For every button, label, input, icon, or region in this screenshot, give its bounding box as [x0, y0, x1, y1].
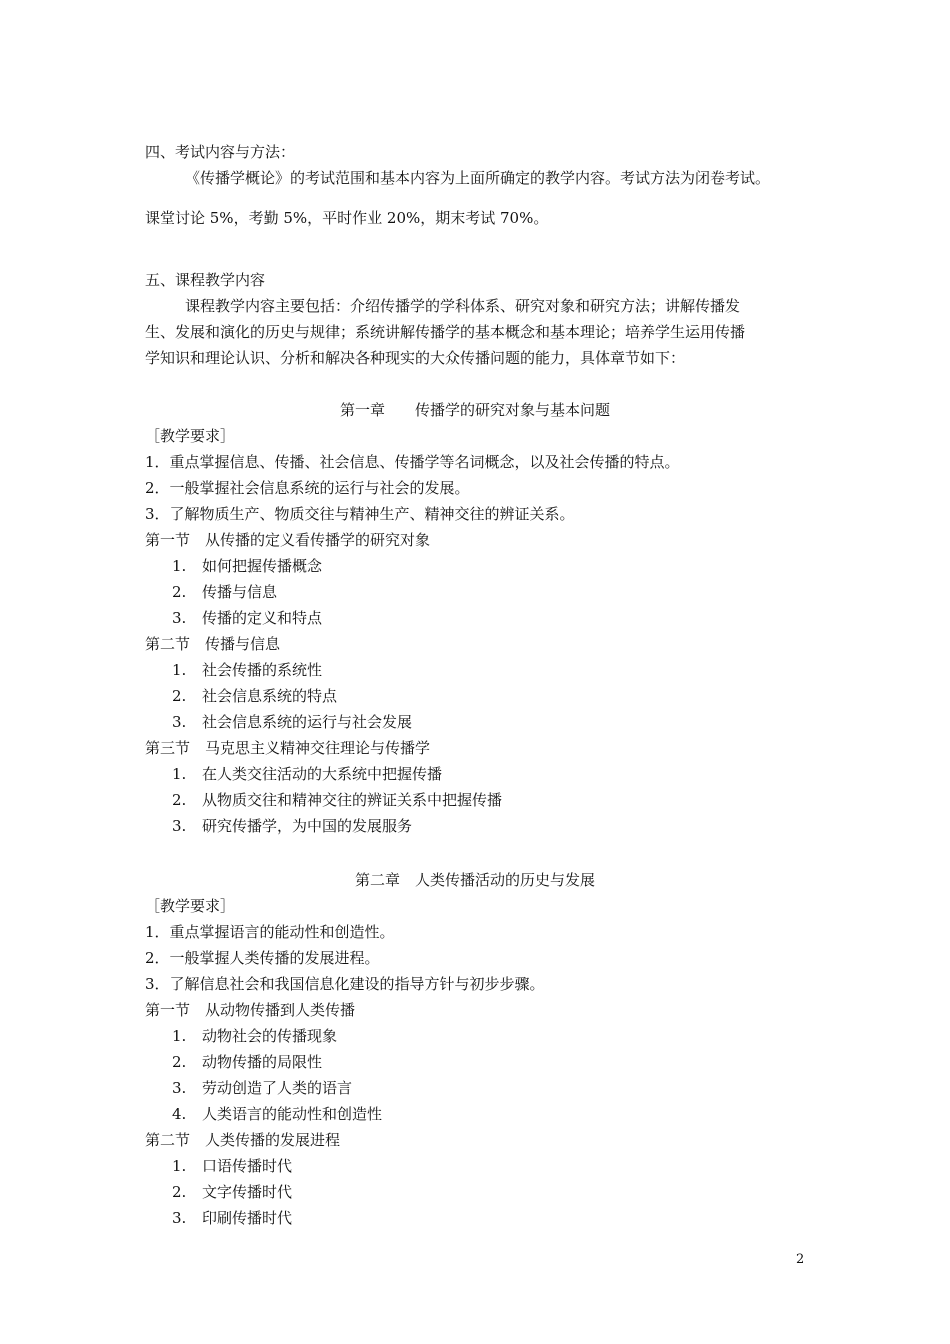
chapter1-section-title: 第三节 马克思主义精神交往理论与传播学 — [145, 739, 431, 757]
list-item: 社会信息系统的特点 — [202, 687, 338, 705]
list-number: 3. — [172, 609, 187, 627]
list-number: 3. — [172, 817, 187, 835]
list-number: 2. — [172, 791, 187, 809]
list-number: 1. — [172, 557, 187, 575]
chapter2-req: 2．一般掌握人类传播的发展进程。 — [145, 949, 380, 967]
list-item: 口语传播时代 — [202, 1157, 293, 1175]
list-item: 人类语言的能动性和创造性 — [202, 1105, 383, 1123]
chapter1-req: 3．了解物质生产、物质交往与精神生产、精神交往的辨证关系。 — [145, 505, 575, 523]
list-number: 2. — [172, 583, 187, 601]
list-item: 社会信息系统的运行与社会发展 — [202, 713, 413, 731]
list-item: 从物质交往和精神交往的辨证关系中把握传播 — [202, 791, 503, 809]
section5-heading: 五、课程教学内容 — [145, 271, 266, 289]
list-item: 如何把握传播概念 — [202, 557, 323, 575]
section4-line2: 课堂讨论 5%，考勤 5%，平时作业 20%，期末考试 70%。 — [145, 209, 549, 227]
list-number: 4. — [172, 1105, 187, 1123]
list-number: 1. — [172, 1157, 187, 1175]
chapter1-title: 第一章 传播学的研究对象与基本问题 — [339, 401, 610, 419]
chapter1-req: 2．一般掌握社会信息系统的运行与社会的发展。 — [145, 479, 470, 497]
list-item: 印刷传播时代 — [202, 1209, 293, 1227]
chapter2-req-label: ［教学要求］ — [145, 897, 236, 915]
chapter2-section-title: 第一节 从动物传播到人类传播 — [145, 1001, 356, 1019]
section4-heading: 四、考试内容与方法： — [145, 143, 296, 161]
chapter2-req: 1．重点掌握语言的能动性和创造性。 — [145, 923, 395, 941]
list-item: 动物传播的局限性 — [202, 1053, 323, 1071]
section5-para-line: 学知识和理论认识、分析和解决各种现实的大众传播问题的能力，具体章节如下： — [145, 349, 686, 367]
list-number: 1. — [172, 661, 187, 679]
list-number: 3. — [172, 713, 187, 731]
list-number: 2. — [172, 1053, 187, 1071]
list-number: 2. — [172, 687, 187, 705]
section5-para-line: 课程教学内容主要包括：介绍传播学的学科体系、研究对象和研究方法；讲解传播发 — [185, 297, 741, 315]
list-item: 传播的定义和特点 — [202, 609, 323, 627]
list-item: 在人类交往活动的大系统中把握传播 — [202, 765, 443, 783]
chapter1-section-title: 第一节 从传播的定义看传播学的研究对象 — [145, 531, 431, 549]
list-item: 研究传播学，为中国的发展服务 — [202, 817, 413, 835]
chapter2-title: 第二章 人类传播活动的历史与发展 — [354, 871, 595, 889]
list-number: 1. — [172, 765, 187, 783]
list-item: 社会传播的系统性 — [202, 661, 323, 679]
list-number: 3. — [172, 1209, 187, 1227]
list-number: 1. — [172, 1027, 187, 1045]
section5-para-line: 生、发展和演化的历史与规律；系统讲解传播学的基本概念和基本理论；培养学生运用传播 — [145, 323, 746, 341]
list-number: 3. — [172, 1079, 187, 1097]
page-number: 2 — [796, 1252, 805, 1267]
list-item: 劳动创造了人类的语言 — [202, 1079, 353, 1097]
list-item: 动物社会的传播现象 — [202, 1027, 338, 1045]
chapter1-section-title: 第二节 传播与信息 — [145, 635, 281, 653]
list-item: 传播与信息 — [202, 583, 278, 601]
section4-line1: 《传播学概论》的考试范围和基本内容为上面所确定的教学内容。考试方法为闭卷考试。 — [185, 169, 771, 187]
list-item: 文字传播时代 — [202, 1183, 293, 1201]
chapter1-req-label: ［教学要求］ — [145, 427, 236, 445]
chapter2-section-title: 第二节 人类传播的发展进程 — [145, 1131, 341, 1149]
list-number: 2. — [172, 1183, 187, 1201]
chapter1-req: 1．重点掌握信息、传播、社会信息、传播学等名词概念，以及社会传播的特点。 — [145, 453, 680, 471]
chapter2-req: 3．了解信息社会和我国信息化建设的指导方针与初步步骤。 — [145, 975, 545, 993]
